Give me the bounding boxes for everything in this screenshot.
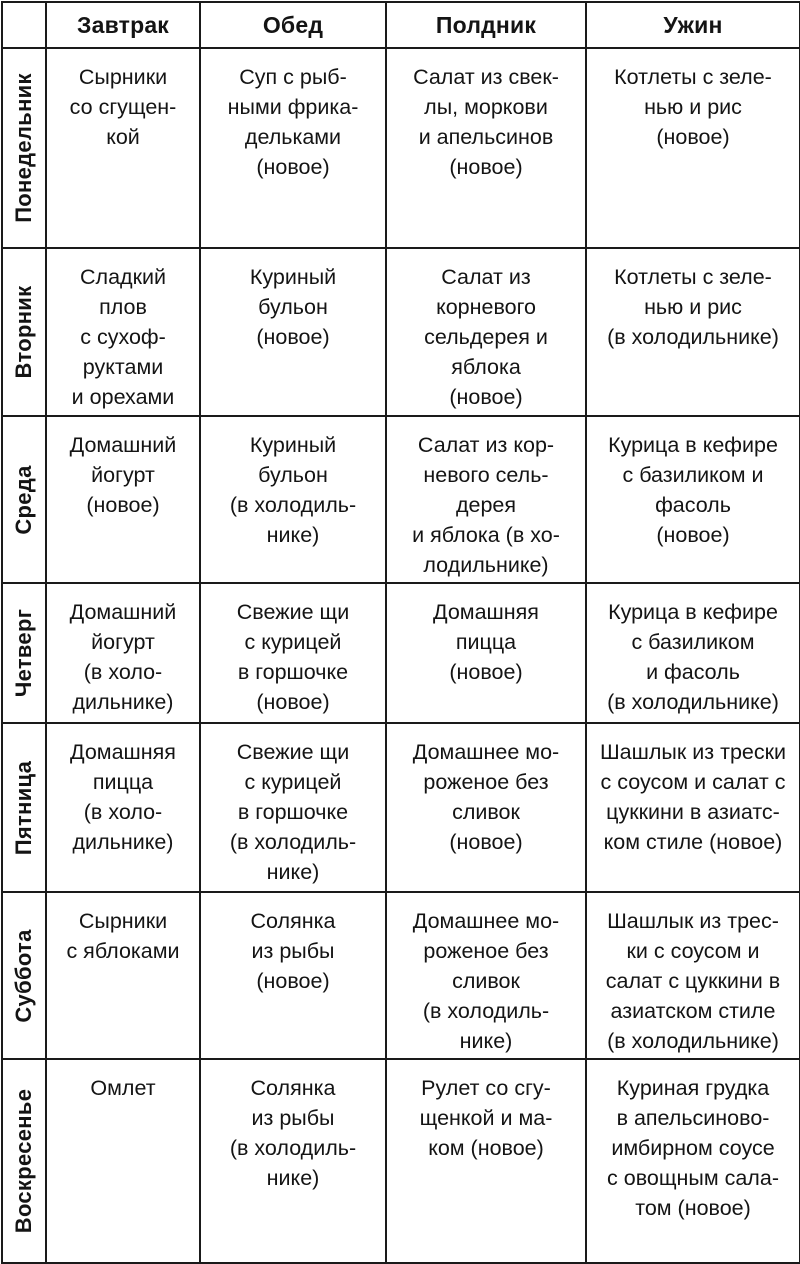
meal-text: Омлет bbox=[90, 1076, 156, 1100]
breakfast-cell bbox=[46, 48, 200, 248]
snack-cell bbox=[386, 1059, 586, 1263]
meal-text: Салат из кор- невого сель- дерея и яблока (в хо- лодильнике) bbox=[412, 433, 560, 577]
lunch-cell bbox=[200, 416, 386, 583]
dinner-cell bbox=[586, 892, 800, 1059]
dinner-cell bbox=[586, 416, 800, 583]
dinner-cell bbox=[586, 1059, 800, 1263]
dinner-cell bbox=[586, 583, 800, 723]
day-cell bbox=[2, 248, 46, 416]
meal-plan-table bbox=[1, 1, 800, 1264]
meal-text: Домашний йогурт (в холо- дильнике) bbox=[69, 600, 177, 714]
meal-text: Свежие щи с курицей в горшочке (в холодиль- нике) bbox=[229, 740, 357, 884]
day-label: Суббота bbox=[11, 928, 36, 1023]
day-cell bbox=[2, 416, 46, 583]
meal-text: Салат из корневого сельдерея и яблока (новое) bbox=[424, 265, 548, 409]
breakfast-cell bbox=[46, 723, 200, 892]
lunch-cell bbox=[200, 723, 386, 892]
day-label: Четверг bbox=[11, 608, 36, 698]
dinner-cell bbox=[586, 723, 800, 892]
snack-cell bbox=[386, 48, 586, 248]
day-cell bbox=[2, 723, 46, 892]
day-cell bbox=[2, 48, 46, 248]
meal-text: Шашлык из трески с соусом и салат с цуккини в азиатс- ком стиле (новое) bbox=[599, 740, 787, 854]
snack-cell bbox=[386, 723, 586, 892]
meal-text: Котлеты с зеле- нью и рис (в холодильнике) bbox=[607, 265, 779, 349]
breakfast-cell bbox=[46, 583, 200, 723]
dinner-cell bbox=[586, 48, 800, 248]
meal-text: Домашняя пицца (в холо- дильнике) bbox=[70, 740, 176, 854]
snack-cell bbox=[386, 892, 586, 1059]
column-header-breakfast: Завтрак bbox=[46, 2, 200, 48]
meal-text: Рулет со сгу- щенкой и ма- ком (новое) bbox=[419, 1076, 553, 1160]
lunch-cell bbox=[200, 583, 386, 723]
meal-text: Свежие щи с курицей в горшочке (новое) bbox=[236, 600, 350, 714]
day-cell bbox=[2, 583, 46, 723]
meal-text: Котлеты с зеле- нью и рис (новое) bbox=[614, 65, 772, 149]
meal-text: Сырники с яблоками bbox=[66, 909, 180, 963]
meal-text: Домашняя пицца (новое) bbox=[433, 600, 539, 684]
lunch-cell bbox=[200, 248, 386, 416]
meal-text: Шашлык из трес- ки с соусом и салат с цуккини в азиатском стиле (в холодильнике) bbox=[605, 909, 781, 1053]
breakfast-cell bbox=[46, 1059, 200, 1263]
meal-text: Домашний йогурт (новое) bbox=[69, 433, 177, 517]
column-header-snack: Полдник bbox=[386, 2, 586, 48]
day-label: Воскресенье bbox=[11, 1088, 36, 1234]
table-row bbox=[2, 248, 800, 416]
day-label: Понедельник bbox=[11, 73, 36, 223]
day-cell bbox=[2, 1059, 46, 1263]
meal-text: Салат из свек- лы, моркови и апельсинов (новое) bbox=[413, 65, 559, 179]
meal-text: Домашнее мо- роженое без сливок (новое) bbox=[412, 740, 560, 854]
breakfast-cell bbox=[46, 892, 200, 1059]
meal-text: Сырники со сгущен- кой bbox=[69, 65, 177, 149]
snack-cell bbox=[386, 248, 586, 416]
table-row bbox=[2, 583, 800, 723]
corner-cell bbox=[2, 2, 46, 48]
meal-text: Солянка из рыбы (новое) bbox=[250, 909, 336, 993]
meal-text: Куриный бульон (в холодиль- нике) bbox=[229, 433, 357, 547]
meal-text: Солянка из рыбы (в холодиль- нике) bbox=[229, 1076, 357, 1190]
table-row bbox=[2, 723, 800, 892]
meal-text: Курица в кефире с базиликом и фасоль (новое) bbox=[608, 433, 778, 547]
lunch-cell bbox=[200, 1059, 386, 1263]
meal-text: Суп с рыб- ными фрика- дельками (новое) bbox=[227, 65, 359, 179]
snack-cell bbox=[386, 583, 586, 723]
dinner-cell bbox=[586, 248, 800, 416]
breakfast-cell bbox=[46, 248, 200, 416]
day-label: Среда bbox=[11, 464, 36, 535]
lunch-cell bbox=[200, 48, 386, 248]
table-row bbox=[2, 48, 800, 248]
lunch-cell bbox=[200, 892, 386, 1059]
meal-text: Домашнее мо- роженое без сливок (в холодиль- нике) bbox=[412, 909, 560, 1053]
header-row bbox=[2, 2, 800, 48]
meal-text: Куриная грудка в апельсиново- имбирном соусе с овощным сала- том (новое) bbox=[607, 1076, 779, 1220]
meal-text: Курица в кефире с базиликом и фасоль (в холодильнике) bbox=[607, 600, 779, 714]
meal-text: Сладкий плов с сухоф- руктами и орехами bbox=[71, 265, 175, 409]
column-header-lunch: Обед bbox=[200, 2, 386, 48]
day-cell bbox=[2, 892, 46, 1059]
breakfast-cell bbox=[46, 416, 200, 583]
table-row bbox=[2, 892, 800, 1059]
snack-cell bbox=[386, 416, 586, 583]
day-label: Вторник bbox=[11, 285, 36, 379]
table-row bbox=[2, 416, 800, 583]
table-row bbox=[2, 1059, 800, 1263]
meal-text: Куриный бульон (новое) bbox=[249, 265, 337, 349]
column-header-dinner: Ужин bbox=[586, 2, 800, 48]
day-label: Пятница bbox=[11, 760, 36, 855]
